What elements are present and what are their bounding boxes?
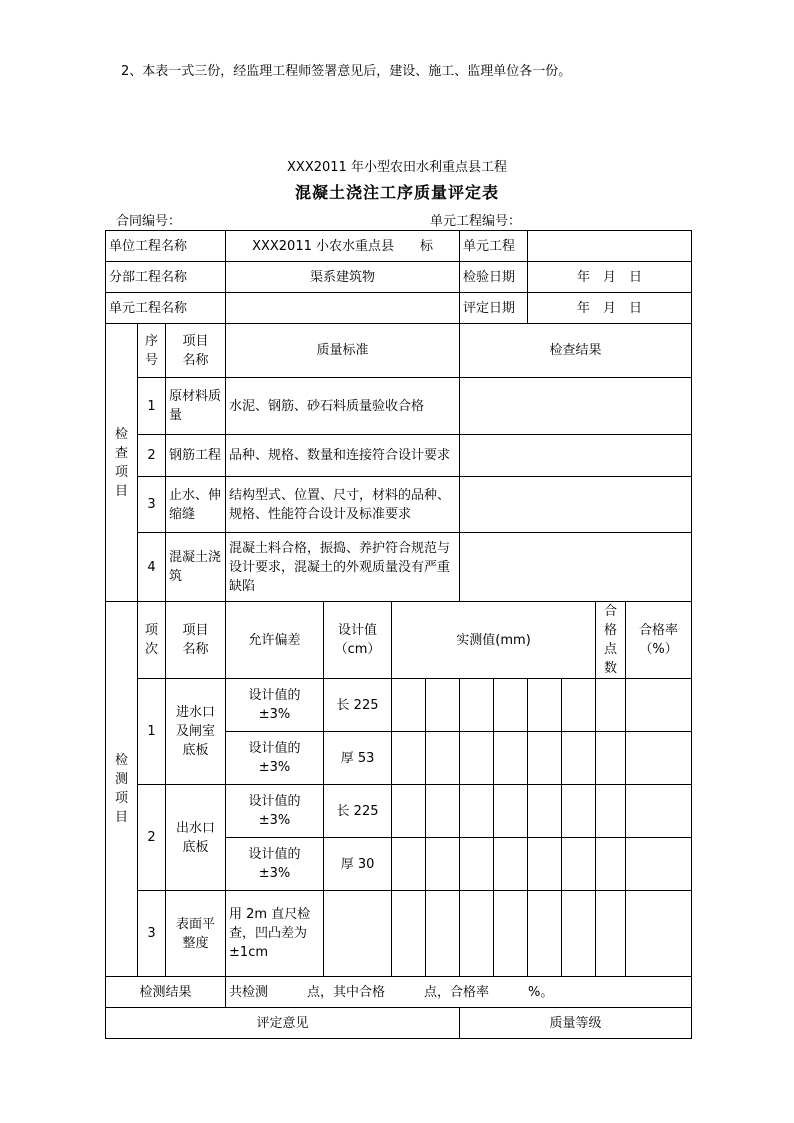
measured-cell[interactable]: [426, 679, 460, 732]
inspect-date-label: 检验日期: [460, 262, 528, 293]
check-section-label: 检 查 项 目: [106, 324, 138, 602]
check-row-item: 原材料质量: [166, 378, 226, 435]
measure-section-label: 检 测 项 目: [106, 602, 138, 977]
measured-cell[interactable]: [494, 838, 528, 891]
measure-tolerance: 设计值的 ±3%: [226, 838, 324, 891]
header-row-unit-name: [106, 293, 692, 324]
measured-cell[interactable]: [528, 679, 562, 732]
footer-row: [106, 1008, 692, 1039]
measure-group-item: 进水口 及闸室 底板: [166, 679, 226, 785]
pass-rate-cell[interactable]: [626, 838, 692, 891]
measure-design-value: 厚 30: [324, 838, 392, 891]
measure-row: [106, 679, 692, 732]
measured-cell[interactable]: [392, 891, 426, 977]
check-row: [106, 435, 692, 477]
pass-points-cell[interactable]: [596, 891, 626, 977]
measured-cell[interactable]: [562, 785, 596, 838]
check-row-no: 2: [138, 435, 166, 477]
check-col-item: 项目 名称: [166, 324, 226, 378]
check-row-standard: 结构型式、位置、尺寸，材料的品种、规格、性能符合设计及标准要求: [226, 477, 460, 533]
unit-name-label: 单元工程名称: [106, 293, 226, 324]
measure-group-item: 表面平 整度: [166, 891, 226, 977]
measure-col-design: 设计值 （cm）: [324, 602, 392, 679]
eval-date-value[interactable]: 年 月 日: [528, 293, 692, 324]
unit-name-value[interactable]: [226, 293, 460, 324]
measure-tolerance: 设计值的 ±3%: [226, 679, 324, 732]
measure-design-value: 长 225: [324, 679, 392, 732]
pass-points-cell[interactable]: [596, 732, 626, 785]
pass-rate-cell[interactable]: [626, 891, 692, 977]
check-row: [106, 378, 692, 435]
measure-design-value: [324, 891, 392, 977]
measured-cell[interactable]: [494, 785, 528, 838]
check-row-standard: 混凝土料合格，振捣、养护符合规范与设计要求，混凝土的外观质量没有严重缺陷: [226, 533, 460, 602]
measured-cell[interactable]: [528, 785, 562, 838]
measured-cell[interactable]: [562, 679, 596, 732]
measure-row: [106, 891, 692, 977]
measured-cell[interactable]: [460, 838, 494, 891]
measure-col-measured: 实测值(mm): [392, 602, 596, 679]
quality-evaluation-table: [105, 230, 692, 1039]
opinion-label: 评定意见: [106, 1008, 460, 1039]
measure-col-pass-points: 合格 点数: [596, 602, 626, 679]
sub-project-label: 分部工程名称: [106, 262, 226, 293]
check-row-no: 1: [138, 378, 166, 435]
measured-cell[interactable]: [528, 891, 562, 977]
result-row: [106, 977, 692, 1008]
measured-cell[interactable]: [494, 891, 528, 977]
measure-col-item: 项目 名称: [166, 602, 226, 679]
check-col-no: 序 号: [138, 324, 166, 378]
measured-cell[interactable]: [562, 891, 596, 977]
measured-cell[interactable]: [392, 838, 426, 891]
measured-cell[interactable]: [494, 679, 528, 732]
form-title: 混凝土浇注工序质量评定表: [294, 183, 499, 202]
check-col-standard: 质量标准: [226, 324, 460, 378]
measure-col-pass-rate: 合格率 （%）: [626, 602, 692, 679]
unit-work-value[interactable]: [528, 231, 692, 262]
measured-cell[interactable]: [460, 785, 494, 838]
measure-col-no: 项 次: [138, 602, 166, 679]
measure-group-no: 1: [138, 679, 166, 785]
measure-design-value: 厚 53: [324, 732, 392, 785]
check-row: [106, 477, 692, 533]
unit-project-value[interactable]: XXX2011 小农水重点县 标: [226, 231, 460, 262]
measure-group-item: 出水口 底板: [166, 785, 226, 891]
measured-cell[interactable]: [426, 785, 460, 838]
measured-cell[interactable]: [460, 732, 494, 785]
check-col-result: 检查结果: [460, 324, 692, 378]
pass-points-cell[interactable]: [596, 785, 626, 838]
unit-work-label: 单元工程: [460, 231, 528, 262]
check-row-standard: 品种、规格、数量和连接符合设计要求: [226, 435, 460, 477]
measured-cell[interactable]: [392, 785, 426, 838]
check-row-result[interactable]: [460, 435, 692, 477]
note-text: 2、本表一式三份，经监理工程师签署意见后，建设、施工、监理单位各一份。: [121, 64, 572, 79]
measured-cell[interactable]: [392, 732, 426, 785]
inspect-date-value[interactable]: 年 月 日: [528, 262, 692, 293]
pass-rate-cell[interactable]: [626, 679, 692, 732]
measure-tolerance: 设计值的 ±3%: [226, 785, 324, 838]
measured-cell[interactable]: [392, 679, 426, 732]
measure-tolerance: 用 2m 直尺检查，凹凸差为±1cm: [226, 891, 324, 977]
measured-cell[interactable]: [426, 838, 460, 891]
check-row-no: 4: [138, 533, 166, 602]
result-text[interactable]: 共检测 点，其中合格 点，合格率 %。: [226, 977, 692, 1008]
measured-cell[interactable]: [528, 732, 562, 785]
measured-cell[interactable]: [426, 891, 460, 977]
pass-points-cell[interactable]: [596, 679, 626, 732]
check-row-result[interactable]: [460, 533, 692, 602]
measured-cell[interactable]: [562, 732, 596, 785]
measure-group-no: 2: [138, 785, 166, 891]
contract-number-label: 合同编号：: [116, 214, 182, 229]
measure-row: [106, 785, 692, 838]
measure-col-tolerance: 允许偏差: [226, 602, 324, 679]
measured-cell[interactable]: [494, 732, 528, 785]
result-label: 检测结果: [106, 977, 226, 1008]
grade-label: 质量等级: [460, 1008, 692, 1039]
header-row-unit-project: [106, 231, 692, 262]
check-row-result[interactable]: [460, 477, 692, 533]
measured-cell[interactable]: [426, 732, 460, 785]
header-row-sub-project: [106, 262, 692, 293]
project-subtitle: XXX2011 年小型农田水利重点县工程: [287, 160, 507, 175]
check-row-item: 钢筋工程: [166, 435, 226, 477]
check-row-standard: 水泥、钢筋、砂石料质量验收合格: [226, 378, 460, 435]
check-row-result[interactable]: [460, 378, 692, 435]
check-row: [106, 533, 692, 602]
measured-cell[interactable]: [562, 838, 596, 891]
check-row-item: 混凝土浇筑: [166, 533, 226, 602]
measured-cell[interactable]: [460, 679, 494, 732]
check-row-no: 3: [138, 477, 166, 533]
measured-cell[interactable]: [460, 891, 494, 977]
check-header-row: [106, 324, 692, 378]
measure-group-no: 3: [138, 891, 166, 977]
measured-cell[interactable]: [528, 838, 562, 891]
pass-rate-cell[interactable]: [626, 785, 692, 838]
measure-design-value: 长 225: [324, 785, 392, 838]
unit-number-label: 单元工程编号：: [430, 214, 522, 229]
eval-date-label: 评定日期: [460, 293, 528, 324]
pass-points-cell[interactable]: [596, 838, 626, 891]
measure-tolerance: 设计值的 ±3%: [226, 732, 324, 785]
pass-rate-cell[interactable]: [626, 732, 692, 785]
unit-project-label: 单位工程名称: [106, 231, 226, 262]
measure-header-row: [106, 602, 692, 679]
sub-project-value[interactable]: 渠系建筑物: [226, 262, 460, 293]
check-row-item: 止水、伸缩缝: [166, 477, 226, 533]
